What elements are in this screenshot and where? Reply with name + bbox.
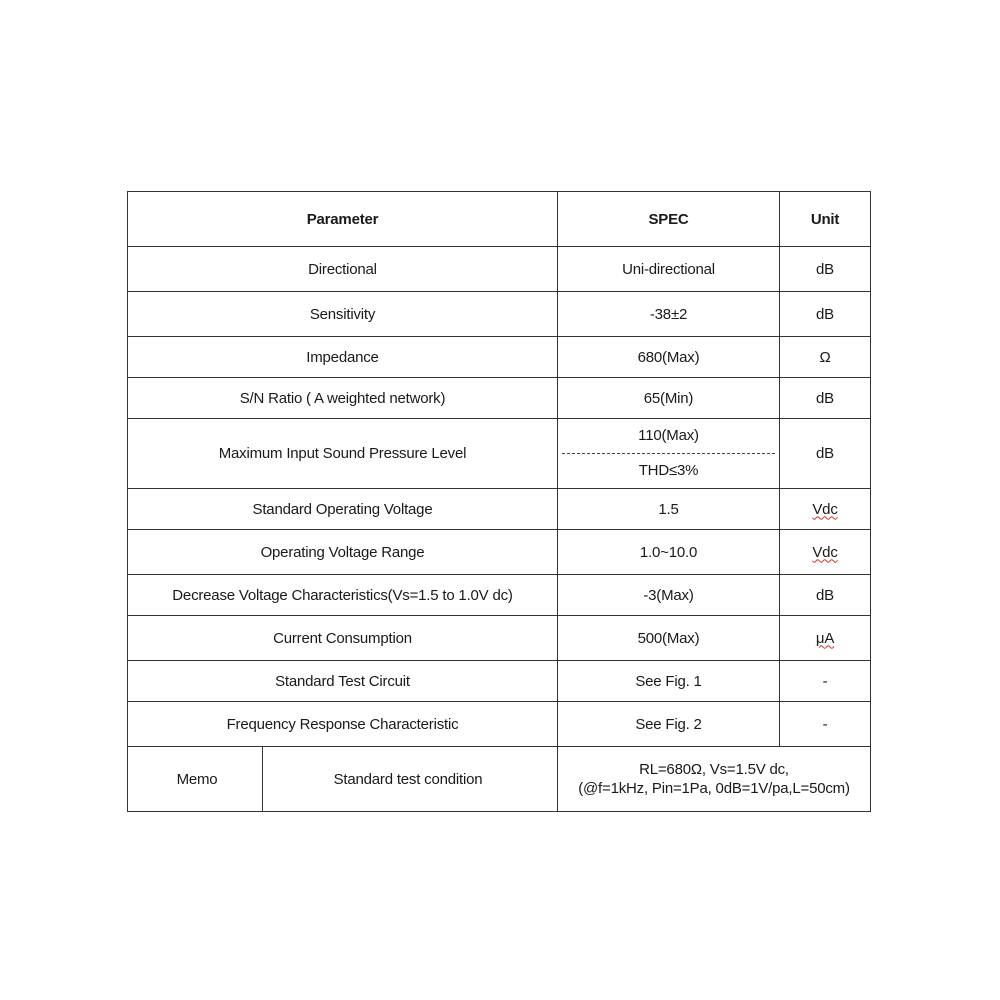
memo-condition-value bbox=[558, 747, 871, 812]
header-parameter: Parameter bbox=[128, 192, 558, 247]
parameter-cell: Operating Voltage Range bbox=[128, 530, 558, 575]
parameter-cell: Directional bbox=[128, 247, 558, 292]
table-row bbox=[128, 419, 871, 489]
unit-text: Vdc bbox=[812, 500, 838, 518]
parameter-cell: Maximum Input Sound Pressure Level bbox=[128, 419, 558, 489]
spec-cell: See Fig. 1 bbox=[558, 661, 780, 702]
memo-left-cell bbox=[128, 747, 558, 812]
header-spec: SPEC bbox=[558, 192, 780, 247]
spec-table bbox=[127, 191, 871, 812]
parameter-cell: Standard Operating Voltage bbox=[128, 489, 558, 530]
parameter-cell: Decrease Voltage Characteristics(Vs=1.5 to 1.0V dc) bbox=[128, 575, 558, 616]
condition-line-1: RL=680Ω, Vs=1.5V dc, bbox=[639, 761, 789, 778]
unit-cell bbox=[780, 489, 871, 530]
unit-cell: dB bbox=[780, 378, 871, 419]
spec-cell: 1.5 bbox=[558, 489, 780, 530]
parameter-cell: Frequency Response Characteristic bbox=[128, 702, 558, 747]
unit-text: Vdc bbox=[812, 543, 838, 561]
table-row bbox=[128, 702, 871, 747]
spec-cell: 680(Max) bbox=[558, 337, 780, 378]
header-unit: Unit bbox=[780, 192, 871, 247]
table-row bbox=[128, 575, 871, 616]
table-row bbox=[128, 378, 871, 419]
spec-cell: -38±2 bbox=[558, 292, 780, 337]
spec-cell: Uni-directional bbox=[558, 247, 780, 292]
spec-cell: -3(Max) bbox=[558, 575, 780, 616]
unit-cell: - bbox=[780, 661, 871, 702]
spec-thd-value: THD≤3% bbox=[638, 462, 699, 479]
parameter-cell: S/N Ratio ( A weighted network) bbox=[128, 378, 558, 419]
table-row bbox=[128, 530, 871, 575]
table-row bbox=[128, 616, 871, 661]
spec-cell: 65(Min) bbox=[558, 378, 780, 419]
unit-cell: dB bbox=[780, 575, 871, 616]
spec-cell: See Fig. 2 bbox=[558, 702, 780, 747]
spec-max-value: 110(Max) bbox=[562, 419, 775, 454]
unit-cell: Ω bbox=[780, 337, 871, 378]
table-row bbox=[128, 489, 871, 530]
unit-cell bbox=[780, 616, 871, 661]
unit-text: μA bbox=[815, 629, 835, 647]
parameter-cell: Impedance bbox=[128, 337, 558, 378]
parameter-cell: Current Consumption bbox=[128, 616, 558, 661]
unit-cell: dB bbox=[780, 292, 871, 337]
table-row bbox=[128, 661, 871, 702]
condition-line-2: (@f=1kHz, Pin=1Pa, 0dB=1V/pa,L=50cm) bbox=[578, 780, 850, 797]
table-row bbox=[128, 337, 871, 378]
unit-cell: dB bbox=[780, 419, 871, 489]
spec-cell: 500(Max) bbox=[558, 616, 780, 661]
parameter-cell: Standard Test Circuit bbox=[128, 661, 558, 702]
table-row bbox=[128, 292, 871, 337]
unit-cell: - bbox=[780, 702, 871, 747]
spec-cell: 1.0~10.0 bbox=[558, 530, 780, 575]
memo-condition-label: Standard test condition bbox=[333, 770, 483, 788]
memo-row bbox=[128, 747, 871, 812]
unit-cell bbox=[780, 530, 871, 575]
spec-cell-split bbox=[558, 419, 780, 489]
parameter-cell: Sensitivity bbox=[128, 292, 558, 337]
unit-cell: dB bbox=[780, 247, 871, 292]
memo-label: Memo bbox=[132, 747, 263, 811]
table-header-row bbox=[128, 192, 871, 247]
table-row bbox=[128, 247, 871, 292]
